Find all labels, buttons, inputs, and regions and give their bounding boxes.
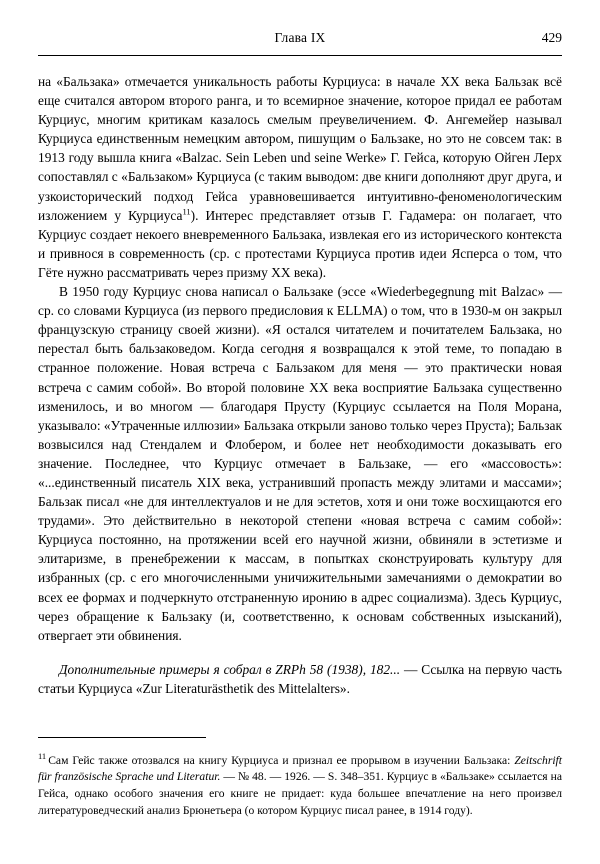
source-note-roman: — Ссылка на первую часть статьи Курциуса «Zur Literaturästhetik des Mittelalters». [38, 661, 562, 696]
source-note [38, 660, 562, 698]
paragraph-2: В 1950 году Курциус снова написал о Бальзаке (эссе «Wiederbegegnung mit Balzac» — ср. со словами Курциуса (из первого предисловия к ELLMA) о том, что в 1930-м он закрыл французскую страницу своей жизни). «Я остался читателем и почитателем Бальзака, но перестал быть бальзаковедом. Когда сегодня я возвращался к этой теме, то попадаю в странное положение. Новая встреча с Бальзаком для меня — это практически новая встреча с самим собой». Во второй половине XX века восприятие Бальзака существенно изменилось, и во многом — благодаря Прусту (Курциус ссылается на Поля Морана, указывало: «Утраченные иллюзии» Бальзака открыли заново только через Пруста); Бальзак возвысился над Стендалем и Флобером, и более нет необходимости доказывать его значение. Последнее, что Курциус отмечает в Бальзаке, — его «массовость»: «...единственный писатель XIX века, устранивший пропасть между элитами и массами»; Бальзак писал «не для интеллектуалов и не для эстетов, хотя и они тоже восхищаются его трудами». Это действительно в некоторой степени «новая встреча с самим собой»: Курциуса постоянно, на протяжении всей его научной жизни, обвиняли в эстетизме и элитаризме, в пренебрежении к массам, в попытках сконструировать культуру для избранных (ср. с его многочисленными уничижительными замечаниями о демократии во всех ее формах и подчеркнуто отстраненную иронию в адрес социализма). Здесь Курциус, через обращение к Бальзаку (и, соответственно, к основам собственных изысканий), отвергает эти обвинения. [38, 284, 562, 643]
footnote-11 [38, 748, 562, 819]
page-header [38, 30, 562, 52]
footnote-reference: 11 [182, 206, 191, 217]
chapter-title: Глава IX [274, 30, 326, 45]
paragraph-1-text: на «Бальзака» отмечается уникальность работы Курциуса: в начале XX века Бальзак всё еще считался автором второго ранга, и то всемирное значение, которое придал ее работам Курциус, многим критикам казалось смелым преувеличением. Ф. Ангемейер называл Курциуса единственным немецким автором, пишущим о Бальзаке, но это не совсем так: в 1913 году вышла книга «Balzac. Sein Leben und seine Werke» Г. Гейса, которую Ойген Лерх сопоставлял с «Бальзаком» Курциуса (с таким выводом: две книги дополняют друг друга, и узкоисторический подход Гейса уравновешивается интуитивно-феноменологическим изложением у Курциуса [38, 74, 562, 223]
paragraph-1 [38, 72, 562, 282]
footnote-area [38, 748, 562, 819]
footnote-separator [38, 737, 206, 738]
footnote-text-part-1: Сам Гейс также отозвался на книгу Курциуса и признал ее прорывом в изучении Бальзака: [48, 753, 515, 767]
header-rule [38, 55, 562, 56]
footnote-marker: 11 [38, 751, 47, 761]
page-number: 429 [541, 30, 562, 45]
source-note-italic: Дополнительные примеры я собрал в ZRPh 58 (1938), 182... [59, 661, 401, 677]
footnote-text-part-2: — № 48. — 1926. — S. 348–351. Курциус в «Бальзаке» ссылается на Гейса, однако особого значения его книге не придает: куда большее впечатление на него произвел литературоведческий анализ Брюнетьера (о котором Курциус писал ранее, в 1914 году). [38, 770, 562, 817]
paragraph-1-tail: ). Интерес представляет отзыв Г. Гадамера: он полагает, что Курциус создает некоего вневременного Бальзака, извлекая его из исторического контекста и привнося в современность (ср. с протестами Курциуса против идеи Ясперса о том, что Гёте нужно рассматривать через призму XX века). [38, 207, 562, 280]
page-body [38, 72, 562, 711]
footnote-journal-title: Zeitschrift für französische Sprache und Literatur. [38, 753, 562, 784]
